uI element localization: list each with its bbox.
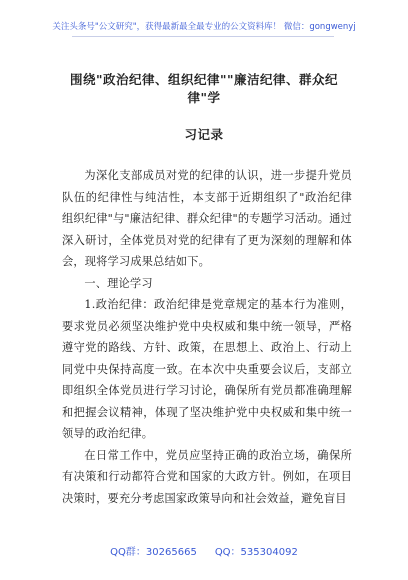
header-banner: 关注头条号"公文研究"，获得最新最全最专业的公文资料库！ 微信：gongwenyj bbox=[52, 22, 356, 32]
footer-qq: QQ：535304092 bbox=[214, 547, 298, 558]
paragraph-political-discipline: 1.政治纪律：政治纪律是党章规定的基本行为准则，要求党员必须坚决维护党中央权威和集中统一领导，严格遵守党的路线、方针、政策，在思想上、政治上、行动上同党中央保持高度一致。在本次中央重要会议后，支部立即组织全体党员进行学习讨论，确保所有党员都准确理解和把握会议精神，体现了坚决维护党中央权威和集中统一领导的政治纪律。 bbox=[62, 298, 352, 440]
document-body bbox=[62, 165, 352, 509]
document-title-line-1: 围绕"政治纪律、组织纪律""廉洁纪律、群众纪律"学 bbox=[69, 72, 339, 105]
section-heading: 一、理论学习 bbox=[84, 276, 153, 290]
paragraph-daily-work: 在日常工作中，党员应坚持正确的政治立场，确保所有决策和行动都符合党和国家的大政方针。例如，在项目决策时，要充分考虑国家政策导向和社会效益，避免盲目 bbox=[62, 448, 352, 505]
header-divider bbox=[72, 36, 334, 37]
paragraph-intro: 为深化支部成员对党的纪律的认识，进一步提升党员队伍的纪律性与纯洁性，本支部于近期组织了"政治纪律组织纪律"与"廉洁纪律、群众纪律"的专题学习活动。通过深入研讨，全体党员对党的纪律有了更为深刻的理解和体会，现将学习成果总结如下。 bbox=[62, 169, 352, 268]
footer-contact bbox=[0, 543, 408, 558]
document-title-line-2: 习记录 bbox=[184, 127, 224, 142]
footer-qq-group: QQ群：30265665 bbox=[110, 547, 197, 558]
